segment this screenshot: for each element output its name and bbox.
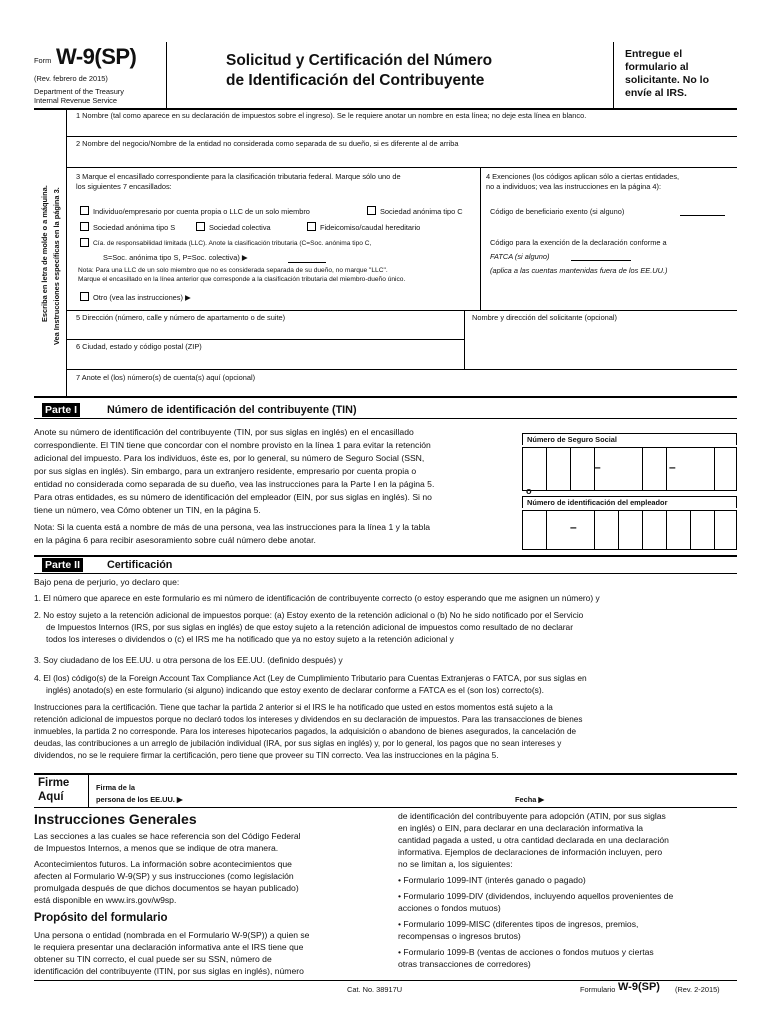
ein-label-box (522, 496, 737, 508)
s-corp-checkbox[interactable] (80, 222, 89, 231)
cert-instructions: dividendos, no se le requiere firmar la certificación, pero tiene que proveer su TIN correcto. Vea las instrucciones en la página 5. (34, 751, 499, 760)
address-field[interactable] (67, 322, 463, 338)
other-label: Otro (vea las instrucciones) ▶ (93, 293, 191, 302)
gen-text: obtener su TIN correcto, el cual puede ser su SSN, número de (34, 954, 272, 964)
gen-text: promulgada después de que dichos documentos se hayan publicado) (34, 883, 299, 893)
individual-label: Individuo/empresario por cuenta propia o LLC de un solo miembro (93, 207, 310, 216)
trust-checkbox[interactable] (307, 222, 316, 231)
form-title-line1: Solicitud y Certificación del Número (226, 52, 493, 69)
date-field[interactable] (560, 785, 735, 805)
ssn-label-box (522, 433, 737, 445)
part1-note: Nota: Si la cuenta está a nombre de más de una persona, vea las instrucciones para la línea 1 y la tabla (34, 522, 431, 532)
ein-input[interactable] (522, 510, 737, 550)
partnership-checkbox[interactable] (196, 222, 205, 231)
ssn-dash-1: – (594, 460, 601, 474)
llc-checkbox[interactable] (80, 238, 89, 247)
gen-text: informativa. Ejemplos de declaraciones de información incluyen, pero (398, 847, 663, 857)
gen-text: de Impuestos Internos, a menos que se indique de otra manera. (34, 843, 279, 853)
part1-text: adicional del impuesto. Para los individuos, éste es, por lo general, su número de Seguro Social (SSN, (34, 453, 425, 463)
part1-note-2: en la página 6 para recibir asesoramiento sobre cuál número debe anotar. (34, 535, 316, 545)
business-name-field[interactable] (67, 148, 737, 166)
department: Department of the Treasury (34, 87, 124, 96)
line2-label: 2 Nombre del negocio/Nombre de la entidad no considerada como separada de su dueño, si es diferente al de arriba (76, 139, 459, 148)
name-field[interactable] (67, 120, 737, 135)
llc-note-1: Nota: Para una LLC de un solo miembro que no es considerada separada de su dueño, no marque "LLC". (78, 267, 388, 274)
other-checkbox[interactable] (80, 292, 89, 301)
signature-label: Firma de la (96, 783, 136, 792)
gen-text: Las secciones a las cuales se hace referencia son del Código Federal (34, 831, 301, 841)
gen-text: afecten al Formulario W-9(SP) y sus instrucciones (como legislación (34, 871, 294, 881)
llc-classification-field[interactable] (288, 262, 326, 263)
line3-label: 3 Marque el encasillado correspondiente para la clasificación tributaria federal. Marque sólo uno de (76, 172, 401, 181)
part1-label: Parte I (42, 403, 80, 417)
individual-checkbox[interactable] (80, 206, 89, 215)
cert-item-1: 1. El número que aparece en este formulario es mi número de identificación de contribuyente correcto (o estoy esperando que me asignen un número) y (34, 593, 600, 603)
llc-label: Cía. de responsabilidad limitada (LLC). Anote la clasificación tributaria (C=Soc. anónima tipo C, (93, 240, 372, 247)
ssn-input[interactable] (522, 447, 737, 491)
line5-label: 5 Dirección (número, calle y número de apartamento o de suite) (76, 313, 286, 322)
date-label: Fecha ▶ (515, 795, 545, 804)
fatca-label-3: (aplica a las cuentas mantenidas fuera de los EE.UU.) (490, 266, 668, 275)
sign-here-2: Aquí (38, 791, 64, 803)
gen-text: le requiera presentar una declaración informativa ante el IRS tiene que (34, 942, 304, 952)
give-to-requester-4: envíe al IRS. (625, 87, 687, 99)
line4-label-2: no a individuos; vea las instrucciones en la página 4): (486, 182, 662, 191)
cert-item-3: 3. Soy ciudadano de los EE.UU. u otra persona de los EE.UU. (definido después) y (34, 655, 343, 665)
side-instruction-1: Escriba en letra de molde o a máquina. (40, 185, 49, 322)
fatca-label-1: Código para la exención de la declaración conforme a (490, 238, 667, 247)
part1-text: entidad no considerada como separada de su dueño, vea las instrucciones para la Parte I en la página 5. (34, 479, 435, 489)
gen-text: cantidad pagada a usted, u otra cantidad declarada en una declaración (398, 835, 669, 845)
cert-instructions: deudas, las contribuciones a un arreglo de jubilación individual (IRA, por sus siglas en inglés) y, por lo general, los pagos que no sean intereses y (34, 739, 562, 748)
trust-label: Fideicomiso/caudal hereditario (320, 223, 421, 232)
partnership-label: Sociedad colectiva (209, 223, 271, 232)
part1-title: Número de identificación del contribuyente (TIN) (107, 404, 357, 416)
gen-text: de identificación del contribuyente para adopción (ATIN, por sus siglas (398, 811, 666, 821)
fatca-code-field[interactable] (571, 260, 631, 261)
ssn-label: Número de Seguro Social (527, 435, 617, 444)
part1-text: Para otras entidades, es su número de identificación del empleador (EIN, por sus siglas en inglés). Si no (34, 492, 432, 502)
bullet-item: • Formulario 1099-DIV (dividendos, incluyendo aquellos provenientes de (398, 891, 674, 901)
line1-label: 1 Nombre (tal como aparece en su declaración de impuestos sobre el ingreso). Se le requiere anotar un nombre en esta línea; no deje esta línea en blanco. (76, 111, 587, 120)
ein-dash: – (570, 520, 577, 534)
part1-text: Anote su número de identificación del contribuyente (TIN, por sus siglas en inglés) en el encasillado (34, 427, 414, 437)
exempt-payee-label: Código de beneficiario exento (si alguno) (490, 207, 625, 216)
s-corp-label: Sociedad anónima tipo S (93, 223, 176, 232)
general-instructions-heading: Instrucciones Generales (34, 811, 197, 827)
form-number: W-9(SP) (56, 44, 137, 69)
cert-item-2b: de Impuestos Internos (IRS, por sus siglas en inglés) de que estoy sujeto a la retención adicional de impuestos como resultado de no declarar (46, 622, 573, 632)
line3-label-2: los siguientes 7 encasillados: (76, 182, 172, 191)
irs-link[interactable]: está disponible en www.irs.gov/w9sp. (34, 895, 177, 905)
part2-label: Parte II (42, 558, 83, 572)
c-corp-checkbox[interactable] (367, 206, 376, 215)
part1-text: por sus siglas en inglés). Sin embargo, para un extranjero residente, empresario por cuenta propia o (34, 466, 417, 476)
ssn-dash-2: – (669, 460, 676, 474)
signature-label-2: persona de los EE.UU. ▶ (96, 795, 183, 804)
purpose-heading: Propósito del formulario (34, 912, 168, 924)
give-to-requester-1: Entregue el (625, 48, 683, 60)
part2-title: Certificación (107, 559, 173, 571)
cert-intro: Bajo pena de perjurio, yo declaro que: (34, 577, 180, 587)
cert-item-4: 4. El (los) código(s) de la Foreign Account Tax Compliance Act (Ley de Cumplimiento Tributario para Cuentas Extranjeras o FATCA, por sus siglas en (34, 673, 587, 683)
form-label: Form (34, 56, 52, 65)
part1-text: tiene un número, vea Cómo obtener un TIN, en la página 5. (34, 505, 261, 515)
agency: Internal Revenue Service (34, 96, 117, 105)
give-to-requester-3: solicitante. No lo (625, 74, 710, 86)
or-separator: o (526, 486, 532, 496)
sign-here-1: Firme (38, 777, 70, 789)
bullet-item: • Formulario 1099-INT (interés ganado o pagado) (398, 875, 586, 885)
gen-text: Una persona o entidad (nombrada en el Formulario W-9(SP)) a quien se (34, 930, 310, 940)
footer-form-word: Formulario (580, 985, 616, 994)
llc-note-2: Marque el encasillado en la línea anterior que corresponde a la clasificación tributaria del miembro-dueño único. (78, 276, 406, 283)
city-state-zip-field[interactable] (67, 352, 463, 368)
footer-form-number: W-9(SP) (618, 981, 660, 993)
revision-date: (Rev. febrero de 2015) (34, 74, 108, 83)
bullet-item: acciones o fondos mutuos) (398, 903, 501, 913)
bullet-item: recompensas o ingresos brutos) (398, 931, 521, 941)
side-instruction-2: Vea Instrucciones específicas en la página 3. (52, 187, 61, 345)
form-title-line2: de Identificación del Contribuyente (226, 72, 485, 89)
exempt-payee-field[interactable] (680, 215, 725, 216)
bullet-item: • Formulario 1099-MISC (diferentes tipos de ingresos, premios, (398, 919, 639, 929)
give-to-requester-2: formulario al (625, 61, 689, 73)
requester-label: Nombre y dirección del solicitante (opcional) (472, 313, 618, 322)
cert-instructions: retención adicional de impuestos porque no declaró todos los intereses y dividendos en su declaración de impuestos. Para las transacciones de bienes (34, 715, 583, 724)
line6-label: 6 Ciudad, estado y código postal (ZIP) (76, 342, 202, 351)
cert-instructions: Instrucciones para la certificación. Tiene que tachar la partida 2 anterior si el IRS le ha notificado que usted en estos momentos está sujeto a la (34, 703, 553, 712)
llc-label-2: S=Soc. anónima tipo S, P=Soc. colectiva) ▶ (103, 253, 248, 262)
bullet-item: • Formulario 1099-B (ventas de acciones o fondos mutuos y ciertas (398, 947, 654, 957)
cert-instructions: inmuebles, la partida 2 no corresponde. Para los intereses hipotecarios pagados, la adquisición o abandono de bienes asegurados, la cancelación de (34, 727, 577, 736)
cert-item-2: 2. No estoy sujeto a la retención adicional de impuestos porque: (a) Estoy exento de la retención adicional o (b) No he sido notificado por el Servicio (34, 610, 584, 620)
ein-label: Número de identificación del empleador (527, 498, 668, 507)
signature-field[interactable] (220, 777, 510, 805)
cert-item-4b: inglés) anotado(s) en este formulario (si alguno) indicando que estoy exento de declarar conforme a FATCA es el (son los) correcto(s). (46, 685, 544, 695)
part1-text: correspondiente. El TIN tiene que concordar con el nombre provisto en la línea 1 para evitar la retención (34, 440, 431, 450)
future-developments: Acontecimientos futuros. La información sobre acontecimientos que (34, 859, 292, 869)
footer-revision: (Rev. 2-2015) (675, 985, 720, 994)
gen-text: en inglés) o EIN, para declarar en una declaración informativa la (398, 823, 644, 833)
gen-text: no se limitan a, los siguientes: (398, 859, 513, 869)
catalog-number: Cat. No. 38917U (347, 985, 403, 994)
account-numbers-field[interactable] (67, 383, 737, 395)
gen-text: identificación del contribuyente (ITIN, por sus siglas en inglés), número (34, 966, 304, 976)
line4-label: 4 Exenciones (los códigos aplican sólo a ciertas entidades, (486, 172, 680, 181)
c-corp-label: Sociedad anónima tipo C (380, 207, 463, 216)
bullet-item: otras transacciones de corredores) (398, 959, 531, 969)
cert-item-2c: todos los intereses o dividendos o (c) el IRS me ha notificado que ya no estoy sujeto a la retención adicional y (46, 634, 454, 644)
line7-label: 7 Anote el (los) número(s) de cuenta(s) aquí (opcional) (76, 373, 256, 382)
fatca-label-2: FATCA (si alguno) (490, 252, 550, 261)
